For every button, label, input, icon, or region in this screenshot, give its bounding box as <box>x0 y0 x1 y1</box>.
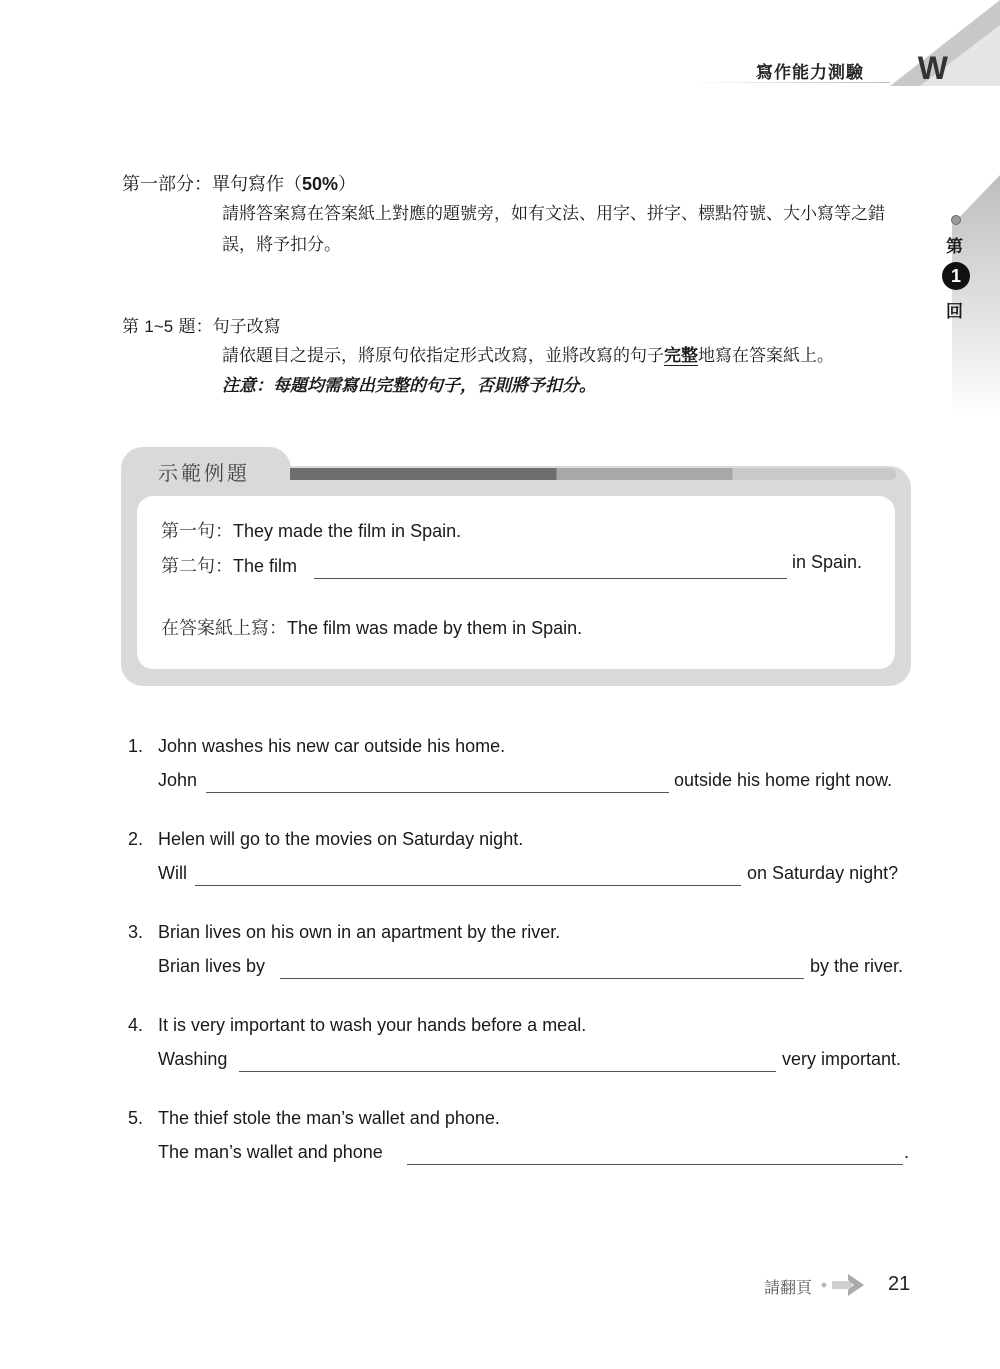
side-tab-number: 1 <box>942 262 970 290</box>
part-title-label: 第一部分：單句寫作（ <box>122 174 302 195</box>
question-3-end: by the river. <box>810 956 904 976</box>
example-line-3 <box>161 614 582 640</box>
example-line-2-text: The film <box>233 556 298 576</box>
example-blank <box>314 578 787 579</box>
question-4-blank[interactable] <box>239 1071 776 1072</box>
question-5-sentence: The thief stole the man’s wallet and phone. <box>158 1108 500 1128</box>
question-5-start: The man’s wallet and phone <box>158 1142 383 1162</box>
instruction-emphasis: 完整 <box>664 346 698 366</box>
question-1-blank[interactable] <box>206 792 669 793</box>
question-2-blank[interactable] <box>195 885 741 886</box>
question-1-end: outside his home right now. <box>674 770 893 790</box>
example-line-3-label: 在答案紙上寫： <box>161 618 287 639</box>
question-3-start: Brian lives by <box>158 956 266 976</box>
question-4-start: Washing <box>158 1049 228 1069</box>
side-tab-prefix: 第 <box>946 237 963 257</box>
question-2-number: 2. <box>128 829 144 849</box>
question-4-sentence: It is very important to wash your hands before a meal. <box>158 1015 587 1035</box>
example-line-2 <box>161 552 297 578</box>
example-line-3-text: The film was made by them in Spain. <box>287 618 583 638</box>
instruction-after: 地寫在答案紙上。 <box>698 346 834 366</box>
page-number: 21 <box>888 1273 911 1295</box>
question-2-end: on Saturday night? <box>747 863 899 883</box>
header-title: 寫作能力測驗 <box>756 63 864 83</box>
part-title-percent: 50% <box>302 174 339 194</box>
example-line-2-label: 第二句： <box>161 556 233 577</box>
question-3-number: 3. <box>128 922 144 942</box>
question-2-start: Will <box>158 863 187 883</box>
example-line-1-text: They made the film in Spain. <box>233 521 462 541</box>
arrow-right-icon <box>818 1272 868 1298</box>
example-label: 示範例題 <box>158 461 250 485</box>
turn-page-label: 請翻頁 <box>764 1278 813 1297</box>
example-line-2-end: in Spain. <box>792 552 863 572</box>
question-4-end: very important. <box>782 1049 902 1069</box>
question-3-blank[interactable] <box>280 978 804 979</box>
question-5-number: 5. <box>128 1108 144 1128</box>
side-tab-suffix: 回 <box>946 302 963 322</box>
part-title <box>122 170 356 196</box>
part-title-close: ） <box>338 174 357 195</box>
section-instruction <box>222 341 834 366</box>
question-1-start: John <box>158 770 198 790</box>
instruction-before: 請依題目之提示，將原句依指定形式改寫，並將改寫的句子 <box>222 346 664 366</box>
example-tab-bar <box>290 468 896 480</box>
section-title-prefix: 第 <box>122 317 145 337</box>
question-5-blank[interactable] <box>407 1164 903 1165</box>
question-2-sentence: Helen will go to the movies on Saturday night. <box>158 829 524 849</box>
example-line-1 <box>161 517 461 543</box>
section-title-range: 1~5 <box>144 317 174 336</box>
question-1-number: 1. <box>128 736 144 756</box>
question-1-sentence: John washes his new car outside his home. <box>158 736 506 756</box>
section-note: 注意：每題均需寫出完整的句子，否則將予扣分。 <box>222 376 596 396</box>
question-4-number: 4. <box>128 1015 144 1035</box>
question-3-sentence: Brian lives on his own in an apartment by the river. <box>158 922 561 942</box>
section-title <box>122 312 281 337</box>
part-description: 請將答案寫在答案紙上對應的題號旁，如有文法、用字、拼字、標點符號、大小寫等之錯誤，將予扣分。 <box>222 204 885 255</box>
question-5-end: . <box>904 1142 910 1162</box>
side-tab-graphic <box>952 175 1000 415</box>
example-line-1-label: 第一句： <box>161 521 233 542</box>
side-tab-dot <box>951 215 961 225</box>
section-letter: W <box>917 50 948 86</box>
section-title-suffix: 題：句子改寫 <box>173 317 281 337</box>
